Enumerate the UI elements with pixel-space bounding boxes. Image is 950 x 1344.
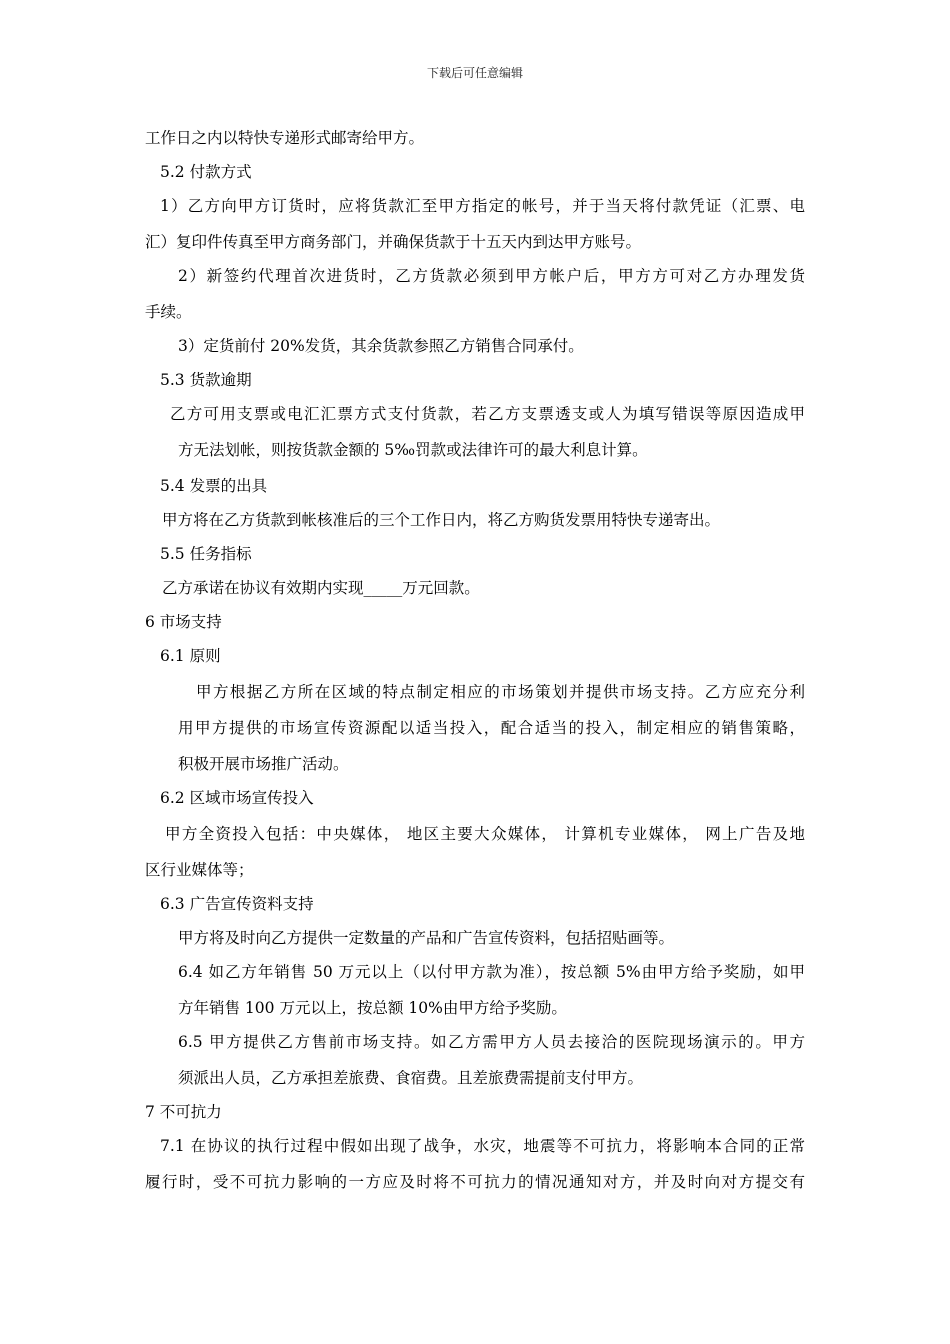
section-heading: 5.2 付款方式: [160, 163, 252, 181]
text-line: 甲方将在乙方货款到帐核准后的三个工作日内，将乙方购货发票用特快专递寄出。: [162, 511, 721, 529]
text-line: 3）定货前付 20%发货，其余货款参照乙方销售合同承付。: [178, 337, 584, 355]
text-line: 甲方将及时向乙方提供一定数量的产品和广告宣传资料，包括招贴画等。: [178, 929, 675, 947]
chapter-heading: 7 不可抗力: [145, 1103, 222, 1121]
section-heading: 6.2 区域市场宣传投入: [160, 789, 314, 807]
text-line: 乙方可用支票或电汇汇票方式支付货款，若乙方支票透支或人为填写错误等原因造成甲: [170, 405, 805, 423]
section-heading: 6.3 广告宣传资料支持: [160, 895, 314, 913]
text-line: 7.1 在协议的执行过程中假如出现了战争，水灾，地震等不可抗力，将影响本合同的正常: [160, 1137, 805, 1155]
text-line: 方无法划帐，则按货款金额的 5‰罚款或法律许可的最大利息计算。: [178, 441, 648, 459]
text-line: 区行业媒体等；: [145, 861, 254, 879]
text-line: 2）新签约代理首次进货时，乙方货款必须到甲方帐户后，甲方方可对乙方办理发货: [178, 267, 805, 285]
page-header: 下载后可任意编辑: [426, 66, 523, 80]
section-heading: 5.5 任务指标: [160, 545, 252, 563]
text-line: 工作日之内以特快专递形式邮寄给甲方。: [145, 129, 425, 147]
text-line: 须派出人员，乙方承担差旅费、食宿费。且差旅费需提前支付甲方。: [178, 1069, 644, 1087]
text-line: 汇）复印件传真至甲方商务部门，并确保货款于十五天内到达甲方账号。: [145, 233, 642, 251]
section-heading: 5.4 发票的出具: [160, 477, 268, 495]
text-line: 甲方根据乙方所在区域的特点制定相应的市场策划并提供市场支持。乙方应充分利: [196, 683, 805, 701]
text-line: 履行时，受不可抗力影响的一方应及时将不可抗力的情况通知对方，并及时向对方提交有: [145, 1173, 805, 1191]
text-line: 手续。: [145, 303, 192, 321]
text-line: 乙方承诺在协议有效期内实现_____万元回款。: [162, 579, 480, 597]
text-line: 甲方全资投入包括：中央媒体， 地区主要大众媒体， 计算机专业媒体， 网上广告及地: [165, 825, 805, 843]
text-line: 6.4 如乙方年销售 50 万元以上（以付甲方款为准），按总额 5%由甲方给予奖励，如甲: [178, 963, 805, 981]
section-heading: 6.1 原则: [160, 647, 221, 665]
text-line: 用甲方提供的市场宣传资源配以适当投入，配合适当的投入，制定相应的销售策略，: [178, 719, 805, 737]
section-heading: 5.3 货款逾期: [160, 371, 252, 389]
text-line: 6.5 甲方提供乙方售前市场支持。如乙方需甲方人员去接洽的医院现场演示的。甲方: [178, 1033, 805, 1051]
text-line: 方年销售 100 万元以上，按总额 10%由甲方给予奖励。: [178, 999, 567, 1017]
text-line: 积极开展市场推广活动。: [178, 755, 349, 773]
chapter-heading: 6 市场支持: [145, 613, 222, 631]
text-line: 1）乙方向甲方订货时，应将货款汇至甲方指定的帐号，并于当天将付款凭证（汇票、电: [160, 197, 805, 215]
